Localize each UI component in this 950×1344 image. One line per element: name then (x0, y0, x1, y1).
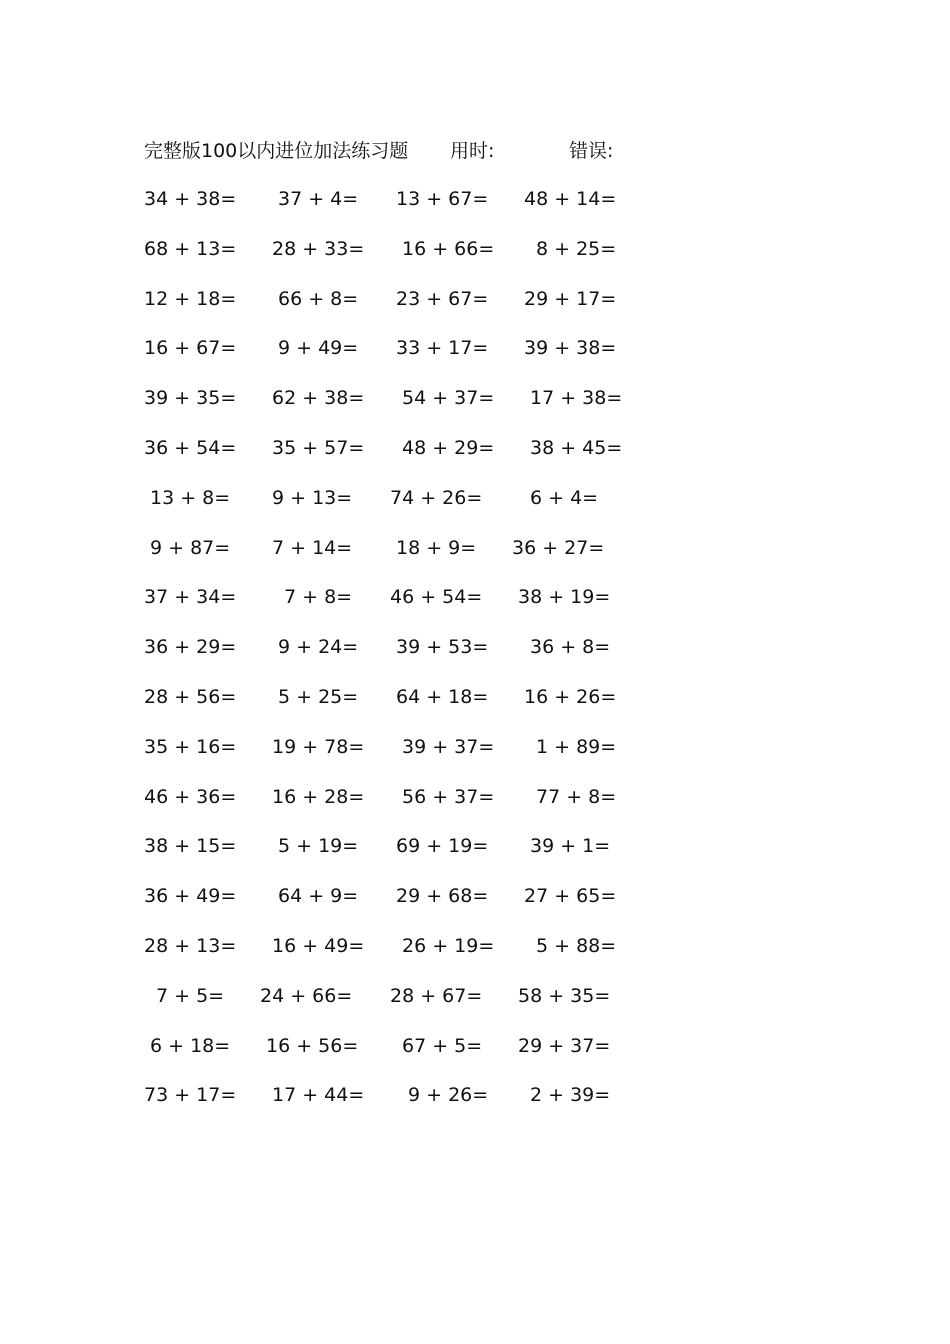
problem-row (0, 184, 950, 234)
problem-row (0, 782, 950, 832)
addition-problem: 16 + 67= (144, 337, 237, 360)
addition-problem: 28 + 67= (390, 984, 483, 1007)
problem-row (0, 981, 950, 1031)
problem-row (0, 732, 950, 782)
addition-problem: 39 + 37= (402, 735, 495, 758)
addition-problem: 64 + 18= (396, 685, 489, 708)
time-label: 用时: (450, 140, 495, 162)
addition-problem: 62 + 38= (272, 387, 365, 410)
addition-problem: 9 + 24= (278, 636, 359, 659)
addition-problem: 35 + 57= (272, 436, 365, 459)
addition-problem: 35 + 16= (144, 735, 237, 758)
addition-problem: 36 + 8= (530, 636, 611, 659)
addition-problem: 68 + 13= (144, 237, 237, 260)
addition-problem: 13 + 67= (396, 188, 489, 210)
worksheet-title: 完整版100以内进位加法练习题 (144, 140, 409, 162)
addition-problem: 6 + 4= (530, 486, 599, 509)
addition-problem: 38 + 19= (518, 586, 611, 609)
addition-problem: 19 + 78= (272, 735, 365, 758)
problem-row (0, 582, 950, 632)
addition-problem: 28 + 13= (144, 934, 237, 957)
addition-problem: 66 + 8= (278, 287, 359, 310)
addition-problem: 12 + 18= (144, 287, 237, 310)
addition-problem: 77 + 8= (536, 785, 617, 808)
addition-problem: 64 + 9= (278, 885, 359, 908)
addition-problem: 9 + 87= (150, 536, 231, 559)
addition-problem: 37 + 4= (278, 188, 359, 210)
addition-problem: 37 + 34= (144, 586, 237, 609)
addition-problem: 16 + 28= (272, 785, 365, 808)
addition-problem: 29 + 68= (396, 885, 489, 908)
addition-problem: 39 + 53= (396, 636, 489, 659)
addition-problem: 17 + 44= (272, 1084, 365, 1107)
problem-row (0, 333, 950, 383)
addition-problem: 58 + 35= (518, 984, 611, 1007)
addition-problem: 36 + 29= (144, 636, 237, 659)
problem-row (0, 881, 950, 931)
addition-problem: 69 + 19= (396, 835, 489, 858)
addition-problem: 28 + 56= (144, 685, 237, 708)
addition-problem: 5 + 19= (278, 835, 359, 858)
addition-problem: 38 + 15= (144, 835, 237, 858)
problem-grid (0, 184, 950, 1130)
problem-row (0, 1031, 950, 1081)
problem-row (0, 682, 950, 732)
addition-problem: 17 + 38= (530, 387, 623, 410)
addition-problem: 7 + 8= (284, 586, 353, 609)
addition-problem: 16 + 66= (402, 237, 495, 260)
addition-problem: 16 + 56= (266, 1034, 359, 1057)
addition-problem: 29 + 37= (518, 1034, 611, 1057)
addition-problem: 27 + 65= (524, 885, 617, 908)
addition-problem: 54 + 37= (402, 387, 495, 410)
addition-problem: 16 + 26= (524, 685, 617, 708)
addition-problem: 23 + 67= (396, 287, 489, 310)
problem-row (0, 931, 950, 981)
problem-row (0, 383, 950, 433)
addition-problem: 67 + 5= (402, 1034, 483, 1057)
addition-problem: 39 + 38= (524, 337, 617, 360)
problem-row (0, 433, 950, 483)
problem-row (0, 533, 950, 583)
addition-problem: 39 + 1= (530, 835, 611, 858)
addition-problem: 74 + 26= (390, 486, 483, 509)
addition-problem: 34 + 38= (144, 188, 237, 210)
addition-problem: 29 + 17= (524, 287, 617, 310)
addition-problem: 8 + 25= (536, 237, 617, 260)
addition-problem: 5 + 88= (536, 934, 617, 957)
addition-problem: 33 + 17= (396, 337, 489, 360)
addition-problem: 56 + 37= (402, 785, 495, 808)
addition-problem: 9 + 13= (272, 486, 353, 509)
problem-row (0, 234, 950, 284)
addition-problem: 2 + 39= (530, 1084, 611, 1107)
addition-problem: 9 + 49= (278, 337, 359, 360)
addition-problem: 1 + 89= (536, 735, 617, 758)
addition-problem: 39 + 35= (144, 387, 237, 410)
addition-problem: 38 + 45= (530, 436, 623, 459)
problem-row (0, 632, 950, 682)
problem-row (0, 831, 950, 881)
addition-problem: 28 + 33= (272, 237, 365, 260)
addition-problem: 36 + 49= (144, 885, 237, 908)
error-label: 错误: (569, 140, 614, 162)
addition-problem: 36 + 27= (512, 536, 605, 559)
addition-problem: 26 + 19= (402, 934, 495, 957)
addition-problem: 7 + 14= (272, 536, 353, 559)
addition-problem: 18 + 9= (396, 536, 477, 559)
addition-problem: 5 + 25= (278, 685, 359, 708)
addition-problem: 7 + 5= (156, 984, 225, 1007)
addition-problem: 6 + 18= (150, 1034, 231, 1057)
addition-problem: 16 + 49= (272, 934, 365, 957)
problem-row (0, 483, 950, 533)
problem-row (0, 1080, 950, 1130)
addition-problem: 13 + 8= (150, 486, 231, 509)
addition-problem: 24 + 66= (260, 984, 353, 1007)
addition-problem: 48 + 14= (524, 188, 617, 210)
addition-problem: 36 + 54= (144, 436, 237, 459)
addition-problem: 9 + 26= (408, 1084, 489, 1107)
addition-problem: 46 + 36= (144, 785, 237, 808)
addition-problem: 48 + 29= (402, 436, 495, 459)
problem-row (0, 284, 950, 334)
addition-problem: 46 + 54= (390, 586, 483, 609)
addition-problem: 73 + 17= (144, 1084, 237, 1107)
